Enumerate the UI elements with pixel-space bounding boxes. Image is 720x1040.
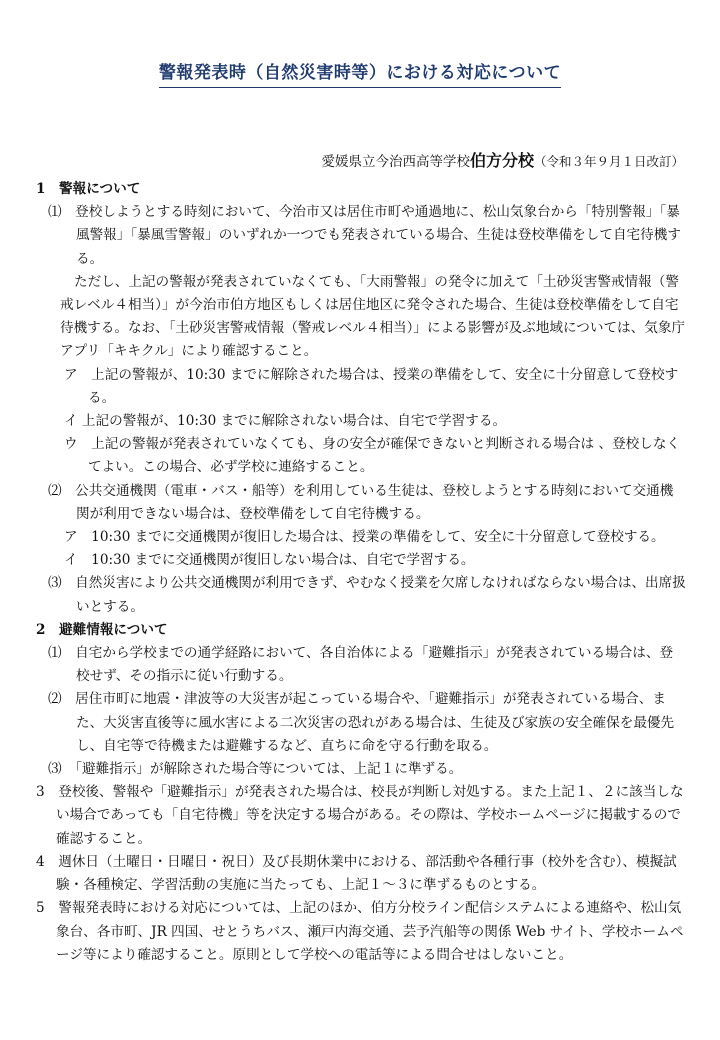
section-1-item-3: ⑶ 自然災害により公共交通機関が利用できず、やむなく授業を欠席しなければならない場合は、出席扱いとする。 — [48, 575, 686, 615]
section-1-item-2-sub-i: イ 10:30 までに交通機関が復旧しない場合は、自宅で学習する。 — [64, 552, 475, 569]
section-1-item-1: ⑴ 登校しようとする時刻において、今治市又は居住市町や通過地に、松山気象台から「特別警報」「暴風警報」「暴風雪警報」のいずれか一つでも発表されている場合、生徒は登校準備をして自宅待機する。 — [48, 204, 681, 267]
document-body — [36, 178, 686, 967]
section-1-item-2-sub-a: ア 10:30 までに交通機関が復旧した場合は、授業の準備をして、安全に十分留意して登校する。 — [64, 529, 665, 546]
document-title-wrap — [0, 58, 720, 88]
section-1-sub-a: ア 上記の警報が、10:30 までに解除された場合は、授業の準備をして、安全に十分留意して登校する。 — [64, 366, 679, 406]
section-5: 5 警報発表時における対応については、上記のほか、伯方分校ライン配信システムによる連絡や、松山気象台、各市町、JR 四国、せとうちバス、瀬戸内海交通、芸予汽船等の関係 Web サイト、学校ホームページ等により確認すること。原則として学校への電話等による問合せはしないこと。 — [36, 900, 684, 963]
school-prefix: 愛媛県立今治西高等学校 — [321, 154, 470, 170]
section-3: 3 登校後、警報や「避難指示」が発表された場合は、校長が判断し対処する。また上記１、２に該当しない場合であっても「自宅待機」等を決定する場合がある。その際は、学校ホームページに掲載するので確認すること。 — [36, 784, 684, 847]
section-1-sub-i: イ 上記の警報が、10:30 までに解除されない場合は、自宅で学習する。 — [64, 413, 507, 430]
document-title: 警報発表時（自然災害時等）における対応について — [159, 58, 561, 88]
school-branch-name: 伯方分校 — [469, 151, 534, 170]
section-1-item-1-note: ただし、上記の警報が発表されていなくても、「大雨警報」の発令に加えて「土砂災害警戒情報（警戒レベル４相当）」が今治市伯方地区もしくは居住地区に発令された場合、生徒は登校準備をして自宅待機する。なお、「土砂災害警戒情報（警戒レベル４相当）」による影響が及ぶ地域については、気象庁アプリ「キキクル」により確認すること。 — [60, 273, 686, 360]
section-1-heading: 1 警報について — [36, 181, 141, 197]
section-2-item-2: ⑵ 居住市町に地震・津波等の大災害が起こっている場合や、「避難指示」が発表されている場合、また、大災害直後等に風水害による二次災害の恐れがある場合は、生徒及び家族の安全確保を最優先し、自宅等で待機または避難するなど、直ちに命を守る行動を取る。 — [48, 691, 675, 754]
section-2-item-1: ⑴ 自宅から学校までの通学経路において、各自治体による「避難指示」が発表されている場合は、登校せず、その指示に従い行動する。 — [48, 645, 674, 685]
section-4: 4 週休日（土曜日・日曜日・祝日）及び長期休業中における、部活動や各種行事（校外を含む）、模擬試験・各種検定、学習活動の実施に当たっても、上記１～３に準ずるものとする。 — [36, 853, 677, 894]
revision-date: （令和３年９月１日改訂） — [533, 154, 684, 169]
section-1-item-2: ⑵ 公共交通機関（電車・バス・船等）を利用している生徒は、登校しようとする時刻において交通機関が利用できない場合は、登校準備をして自宅待機する。 — [48, 482, 674, 522]
section-2-heading: 2 避難情報について — [36, 621, 168, 638]
section-2-item-3: ⑶ 「避難指示」が解除された場合等については、上記１に準ずる。 — [48, 761, 463, 778]
school-line — [321, 148, 684, 171]
section-1-sub-u: ウ 上記の警報が発表されていなくても、身の安全が確保できないと判断される場合は 、登校しなくてよい。この場合、必ず学校に連絡すること。 — [64, 436, 681, 476]
